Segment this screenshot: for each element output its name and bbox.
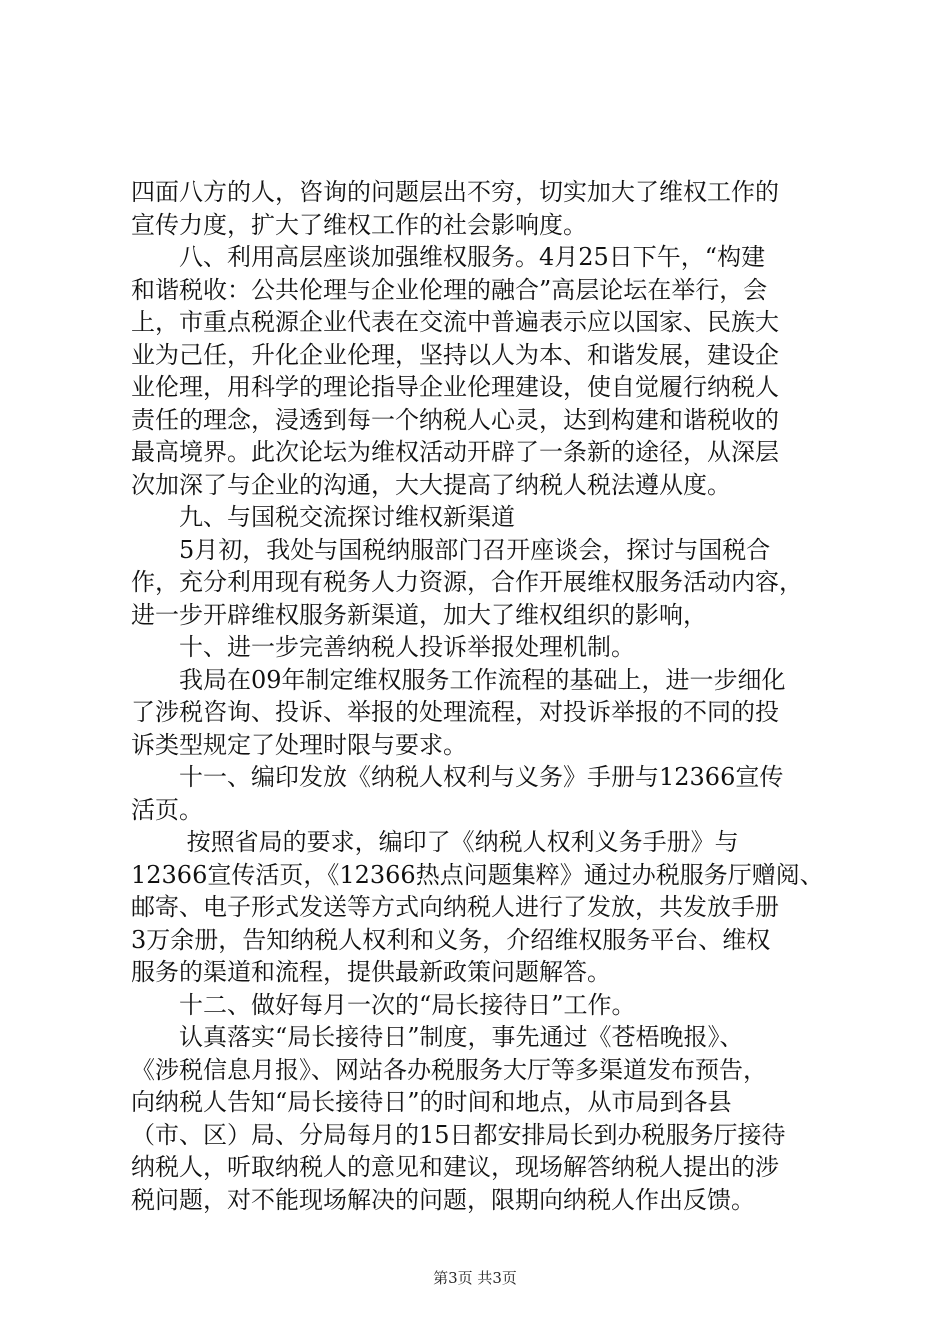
text-line: 我局在09年制定维权服务工作流程的基础上，进一步细化 — [131, 665, 786, 694]
page-number-footer: 第3页 共3页 — [433, 1269, 517, 1287]
text-line: 和谐税收：公共伦理与企业伦理的融合”高层论坛在举行，会 — [131, 275, 768, 304]
text-line: 12366宣传活页，《12366热点问题集粹》通过办税服务厅赠阅、 — [131, 860, 824, 889]
text-line: 宣传力度，扩大了维权工作的社会影响度。 — [131, 210, 587, 239]
document-body — [131, 176, 831, 1216]
text-line: 3万余册，告知纳税人权利和义务，介绍维权服务平台、维权 — [131, 925, 771, 954]
text-line: 四面八方的人，咨询的问题层出不穷，切实加大了维权工作的 — [131, 178, 779, 206]
text-line: 最高境界。此次论坛为维权活动开辟了一条新的途径，从深层 — [131, 438, 779, 466]
text-line: 业伦理，用科学的理论指导企业伦理建设，使自觉履行纳税人 — [131, 373, 779, 401]
text-line: 邮寄、电子形式发送等方式向纳税人进行了发放，共发放手册 — [131, 893, 779, 921]
text-line: 按照省局的要求，编印了《纳税人权利义务手册》与 — [131, 828, 739, 856]
text-line: 九、与国税交流探讨维权新渠道 — [131, 503, 515, 531]
text-line: 十二、做好每月一次的“局长接待日”工作。 — [131, 990, 636, 1019]
text-line: 《涉税信息月报》、网站各办税服务大厅等多渠道发布预告， — [131, 1055, 767, 1084]
text-line: 上，市重点税源企业代表在交流中普遍表示应以国家、民族大 — [131, 308, 779, 336]
text-line: 纳税人，听取纳税人的意见和建议，现场解答纳税人提出的涉 — [131, 1153, 779, 1181]
text-line: 次加深了与企业的沟通，大大提高了纳税人税法遵从度。 — [131, 470, 731, 499]
text-line: 了涉税咨询、投诉、举报的处理流程，对投诉举报的不同的投 — [131, 698, 779, 726]
text-line: 向纳税人告知“局长接待日”的时间和地点，从市局到各县 — [131, 1088, 732, 1116]
text-line: （市、区）局、分局每月的15日都安排局长到办税服务厅接待 — [131, 1120, 786, 1149]
text-line: 税问题，对不能现场解决的问题，限期向纳税人作出反馈。 — [131, 1185, 755, 1214]
text-line: 5月初，我处与国税纳服部门召开座谈会，探讨与国税合 — [131, 535, 771, 564]
text-line: 八、利用高层座谈加强维权服务。4月25日下午，“构建 — [131, 243, 766, 271]
text-line: 十一、编印发放《纳税人权利与义务》手册与12366宣传 — [131, 763, 784, 791]
text-line: 诉类型规定了处理时限与要求。 — [131, 730, 467, 759]
text-line: 进一步开辟维权服务新渠道，加大了维权组织的影响， — [131, 600, 707, 629]
text-line: 认真落实“局长接待日”制度，事先通过《苍梧晚报》、 — [131, 1023, 744, 1051]
text-line: 十、进一步完善纳税人投诉举报处理机制。 — [131, 633, 635, 661]
text-line: 服务的渠道和流程，提供最新政策问题解答。 — [131, 958, 611, 986]
text-line: 作，充分利用现有税务人力资源，合作开展维权服务活动内容， — [131, 568, 803, 596]
text-line: 业为己任，升化企业伦理，坚持以人为本、和谐发展，建设企 — [131, 340, 779, 369]
text-line: 活页。 — [131, 795, 203, 824]
text-line: 责任的理念，浸透到每一个纳税人心灵，达到构建和谐税收的 — [131, 405, 779, 434]
